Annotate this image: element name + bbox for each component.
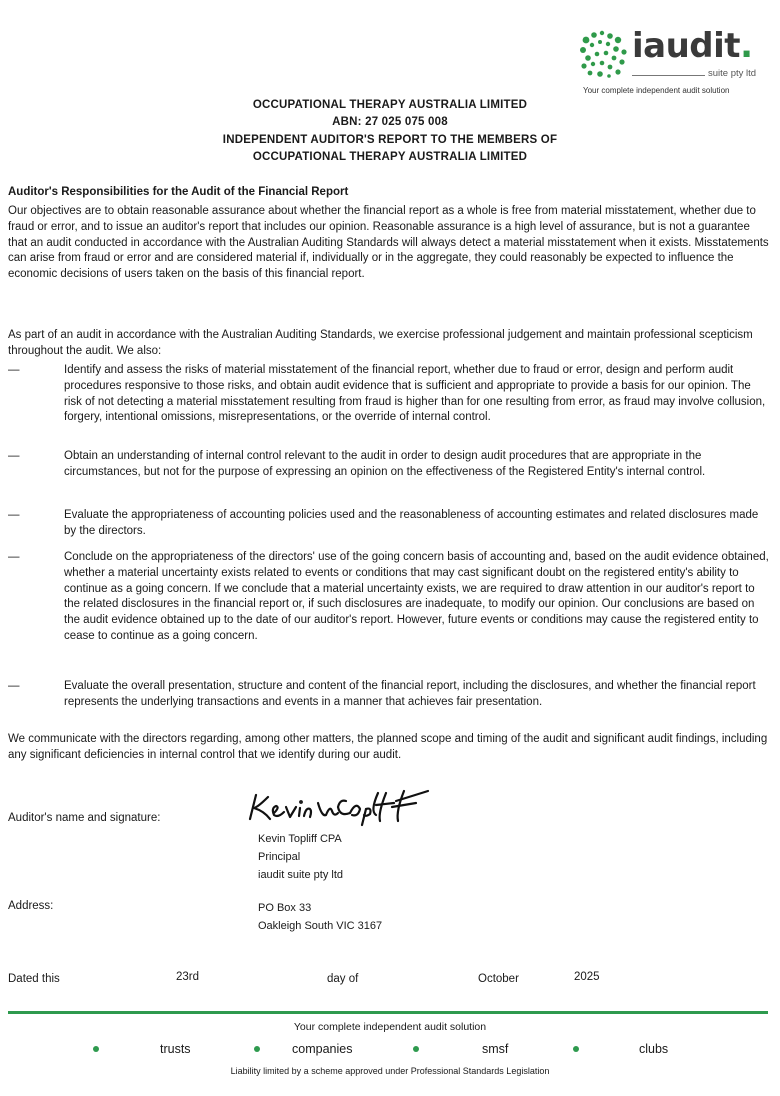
footer-item-trusts: trusts bbox=[160, 1042, 191, 1056]
address-line: Oakleigh South VIC 3167 bbox=[258, 920, 383, 932]
section-title: Auditor's Responsibilities for the Audit of the Financial Report bbox=[8, 186, 349, 198]
dated-month: October bbox=[478, 973, 519, 985]
dated-day: 23rd bbox=[176, 971, 200, 983]
logo-tagline: Your complete independent audit solution bbox=[583, 86, 730, 95]
dated-day-of: day of bbox=[327, 973, 359, 985]
logo-wordmark: iaudit. bbox=[632, 26, 753, 66]
audit-intro-paragraph: As part of an audit in accordance with the Australian Auditing Standards, we exercise professional judgement and maintain professional scepticism throughout the audit. We also: bbox=[8, 329, 753, 357]
signatory-details bbox=[258, 830, 343, 884]
signatory-firm: iaudit suite pty ltd bbox=[258, 869, 343, 881]
bullet-text: Evaluate the overall presentation, structure and content of the financial report, including the disclosures, and whether the financial report represents the underlying transactions and events in a manner that achieves fair presentation. bbox=[64, 680, 756, 708]
footer-legal: Liability limited by a scheme approved under Professional Standards Legislation bbox=[230, 1066, 550, 1076]
signatory-name: Kevin Topliff CPA bbox=[258, 833, 342, 845]
address-block bbox=[258, 899, 382, 935]
bullet-dash: — bbox=[8, 364, 20, 376]
handwritten-signature bbox=[246, 787, 432, 827]
bullet-dot-icon bbox=[254, 1046, 260, 1052]
bullet-text: Conclude on the appropriateness of the directors' use of the going concern basis of accounting and, based on the audit evidence obtained, whether a material uncertainty exists related to events or conditions that may cast significant doubt on the registered entity's ability to continue as a going concern. If we conclude that a material uncertainty exists, we are required to draw attention in our auditor's report to the related disclosures in the financial report or, if such disclosures are inadequate, to modify our opinion. Our conclusions are based on the audit evidence obtained up to the date of our auditor's report. However, future events or conditions may cause the registered entity to cease to continue as a going concern. bbox=[64, 551, 769, 642]
footer-item-companies: companies bbox=[292, 1042, 353, 1056]
bullet-text: Evaluate the appropriateness of accounting policies used and the reasonableness of accounting estimates and related disclosures made by the directors. bbox=[64, 509, 759, 537]
heading-entity: OCCUPATIONAL THERAPY AUSTRALIA LIMITED bbox=[252, 99, 528, 111]
dated-year: 2025 bbox=[574, 971, 600, 983]
bullet-dot-icon bbox=[573, 1046, 579, 1052]
communication-paragraph: We communicate with the directors regarding, among other matters, the planned scope and timing of the audit and significant audit findings, including any significant deficiencies in internal control that we identify during our audit. bbox=[8, 733, 768, 761]
objectives-paragraph: Our objectives are to obtain reasonable assurance about whether the financial report as a whole is free from material misstatement, whether due to fraud or error, and to issue an auditor's report that includes our opinion. Reasonable assurance is a high level of assurance, but is not a guarantee that an audit conducted in accordance with the Australian Auditing Standards will always detect a material misstatement when it exists. Misstatements can arise from fraud or error and are considered material if, individually or in the aggregate, they could reasonably be expected to influence the economic decisions of users taken on the basis of this financial report. bbox=[8, 205, 769, 281]
footer-divider bbox=[8, 1011, 768, 1014]
bullet-dash: — bbox=[8, 509, 20, 521]
heading-entity-repeat: OCCUPATIONAL THERAPY AUSTRALIA LIMITED bbox=[252, 150, 528, 163]
bullet-dash: — bbox=[8, 551, 20, 563]
heading-report-title: INDEPENDENT AUDITOR'S REPORT TO THE MEMBERS OF bbox=[222, 133, 558, 146]
signatory-title: Principal bbox=[258, 851, 301, 863]
logo-dots-icon bbox=[580, 30, 630, 78]
bullet-dash: — bbox=[8, 680, 20, 692]
logo-rule bbox=[632, 75, 705, 76]
report-heading bbox=[0, 97, 780, 166]
footer-item-clubs: clubs bbox=[639, 1042, 669, 1056]
signature-label: Auditor's name and signature: bbox=[8, 812, 161, 824]
heading-abn: ABN: 27 025 075 008 bbox=[332, 116, 448, 129]
logo-suite-text: suite pty ltd bbox=[708, 68, 757, 79]
footer-tagline: Your complete independent audit solution bbox=[293, 1021, 487, 1033]
bullet-dot-icon bbox=[93, 1046, 99, 1052]
bullet-dash: — bbox=[8, 450, 20, 462]
bullet-dot-icon bbox=[413, 1046, 419, 1052]
address-line: PO Box 33 bbox=[258, 902, 312, 914]
address-label: Address: bbox=[8, 900, 54, 912]
footer-item-smsf: smsf bbox=[482, 1042, 509, 1056]
dated-label: Dated this bbox=[8, 973, 60, 985]
company-logo bbox=[580, 26, 760, 100]
bullet-text: Obtain an understanding of internal control relevant to the audit in order to design audit procedures that are appropriate in the circumstances, but not for the purpose of expressing an opinion on the effectiveness of the Registered Entity's internal control. bbox=[64, 450, 706, 478]
bullet-text: Identify and assess the risks of material misstatement of the financial report, whether due to fraud or error, design and perform audit procedures responsive to those risks, and obtain audit evidence that is sufficient and appropriate to provide a basis for our opinion. The risk of not detecting a material misstatement resulting from fraud is higher than for one resulting from error, as fraud may involve collusion, forgery, intentional omissions, misrepresentations, or the override of internal control. bbox=[64, 364, 766, 424]
